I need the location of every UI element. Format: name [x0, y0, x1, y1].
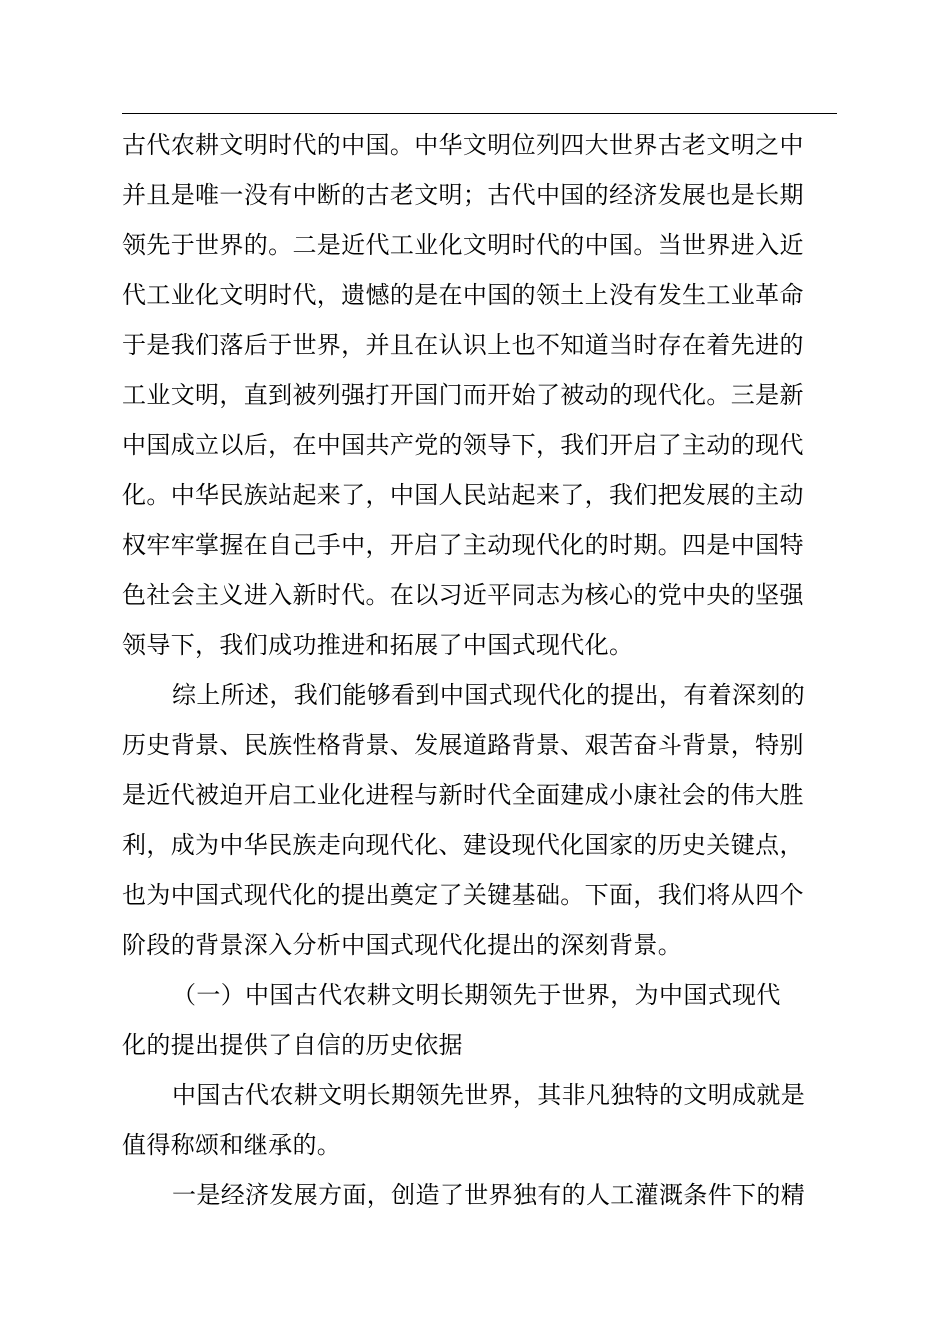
- text-line: 色社会主义进入新时代。在以习近平同志为核心的党中央的坚强: [122, 581, 804, 609]
- document-body: [122, 120, 837, 1220]
- header-rule: [122, 113, 837, 114]
- text-line: 是近代被迫开启工业化进程与新时代全面建成小康社会的伟大胜: [122, 781, 804, 809]
- paragraph-first-line: 中国古代农耕文明长期领先世界，其非凡独特的文明成就是: [172, 1081, 806, 1109]
- section-heading-line: 化的提出提供了自信的历史依据: [122, 1031, 463, 1059]
- text-line: 阶段的背景深入分析中国式现代化提出的深刻背景。: [122, 931, 683, 959]
- text-line: 古代农耕文明时代的中国。中华文明位列四大世界古老文明之中: [122, 131, 804, 159]
- text-line: 领导下，我们成功推进和拓展了中国式现代化。: [122, 631, 634, 659]
- text-line: 代工业化文明时代，遗憾的是在中国的领土上没有发生工业革命: [122, 281, 804, 309]
- text-line: 利，成为中华民族走向现代化、建设现代化国家的历史关键点，: [122, 831, 804, 859]
- text-line: 中国成立以后，在中国共产党的领导下，我们开启了主动的现代: [122, 431, 804, 459]
- text-line: 领先于世界的。二是近代工业化文明时代的中国。当世界进入近: [122, 231, 804, 259]
- text-line: 化。中华民族站起来了，中国人民站起来了，我们把发展的主动: [122, 481, 804, 509]
- paragraph-first-line: 一是经济发展方面，创造了世界独有的人工灌溉条件下的精: [172, 1181, 806, 1209]
- text-line: 值得称颂和继承的。: [122, 1131, 342, 1159]
- text-line: 并且是唯一没有中断的古老文明；古代中国的经济发展也是长期: [122, 181, 804, 209]
- text-line: 于是我们落后于世界，并且在认识上也不知道当时存在着先进的: [122, 331, 804, 359]
- text-line: 权牢牢掌握在自己手中，开启了主动现代化的时期。四是中国特: [122, 531, 804, 559]
- text-line: 也为中国式现代化的提出奠定了关键基础。下面，我们将从四个: [122, 881, 804, 909]
- paragraph-first-line: 综上所述，我们能够看到中国式现代化的提出，有着深刻的: [172, 681, 806, 709]
- text-line: 工业文明，直到被列强打开国门而开始了被动的现代化。三是新: [122, 381, 804, 409]
- text-line: 历史背景、民族性格背景、发展道路背景、艰苦奋斗背景，特别: [122, 731, 804, 759]
- section-heading-line: （一）中国古代农耕文明长期领先于世界，为中国式现代: [172, 981, 781, 1009]
